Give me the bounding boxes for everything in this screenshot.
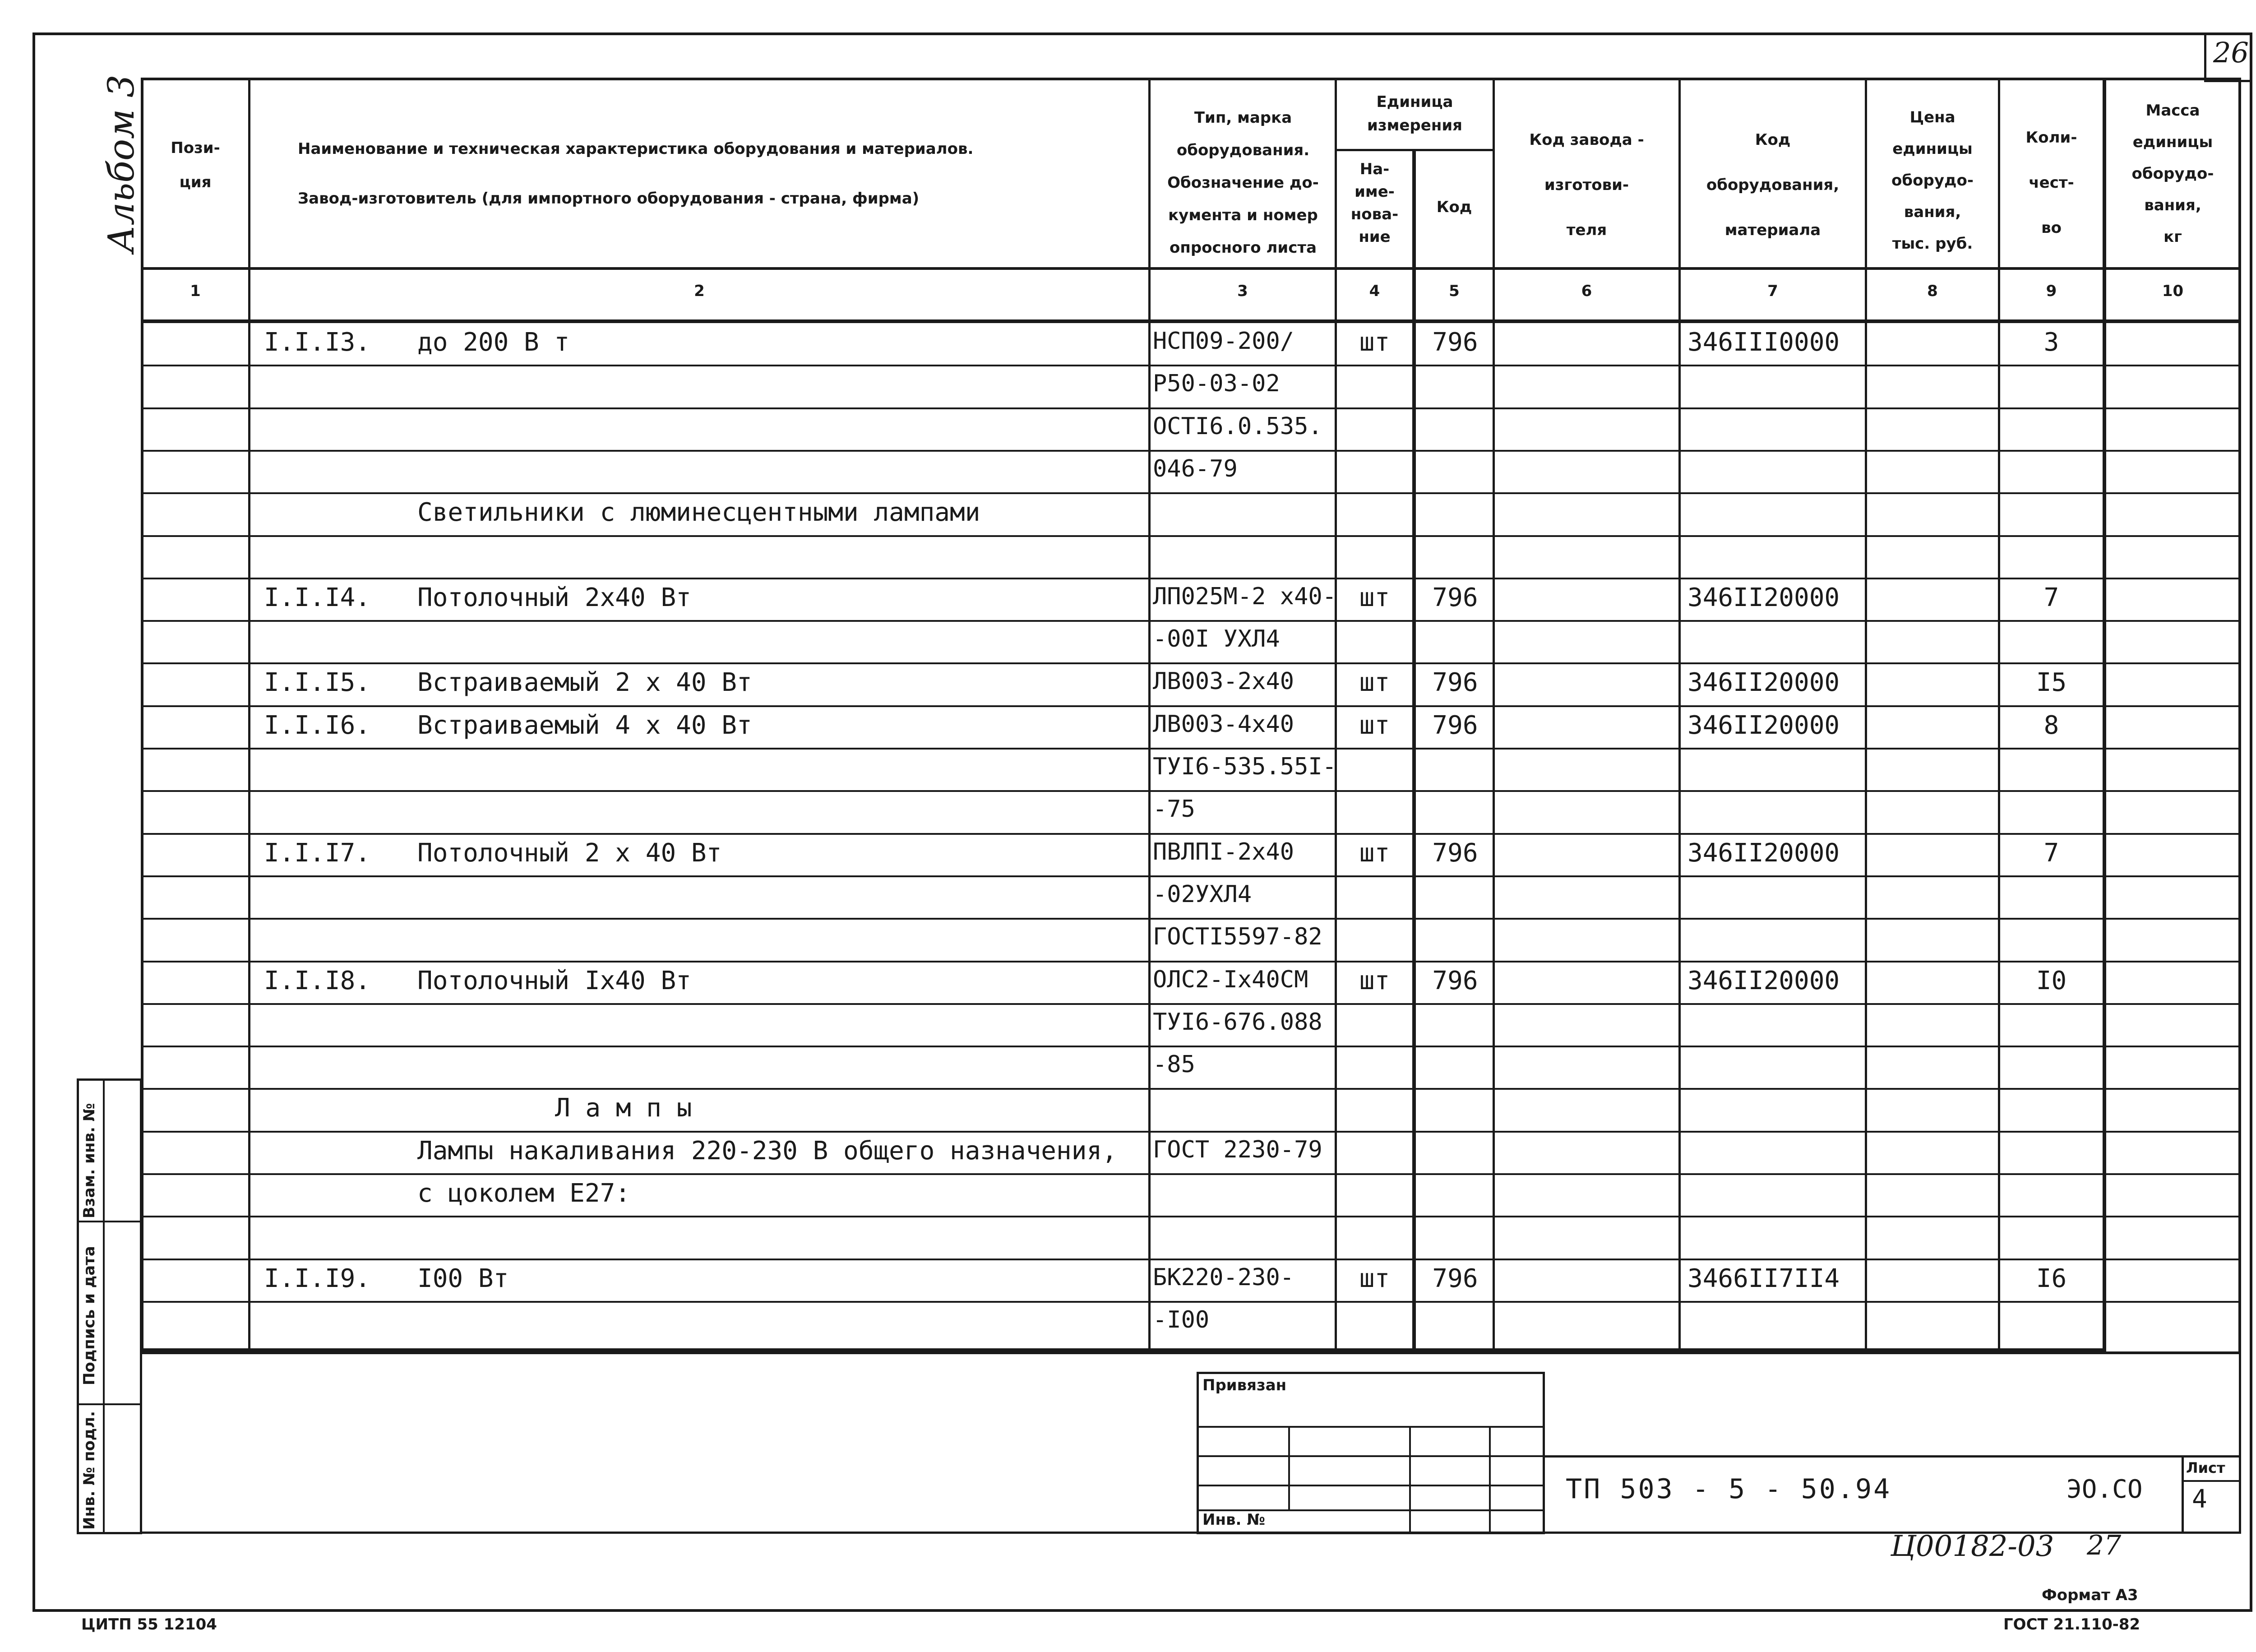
left-stamp-divider <box>103 1078 105 1534</box>
hdr-col5: Код <box>1436 198 1472 216</box>
cell-code: 796 <box>1432 966 1478 995</box>
section-code: ЭО.СО <box>2066 1475 2143 1504</box>
row-line <box>141 1003 2241 1005</box>
bound-line <box>1197 1426 1545 1428</box>
cell-name: Встраиваемый 2 х 40 Вт <box>417 668 752 698</box>
row-line <box>141 1173 2241 1175</box>
cell-type: -02УХЛ4 <box>1153 880 1252 908</box>
cell-unit: шт <box>1359 328 1390 357</box>
sheet-value: 4 <box>2192 1485 2207 1514</box>
row-line <box>141 1301 2241 1303</box>
unit-split-line <box>1335 149 1493 151</box>
cell-code: 796 <box>1432 710 1478 740</box>
row-line <box>141 833 2241 835</box>
cell-unit: шт <box>1359 583 1390 612</box>
hdr-col10: Масса единицы оборудо- вания, кг <box>2131 102 2214 246</box>
row-line <box>141 662 2241 664</box>
cell-name: Встраиваемый 4 х 40 Вт <box>417 710 752 740</box>
cell-code: 796 <box>1432 583 1478 612</box>
cell-unit: шт <box>1359 838 1390 868</box>
cell-mat-code: 346II20000 <box>1687 966 1840 995</box>
cell-qty: I0 <box>2036 966 2067 995</box>
cell-code: 796 <box>1432 838 1478 868</box>
cell-type: Р50-03-02 <box>1153 370 1280 398</box>
colnum-9: 9 <box>2046 282 2057 300</box>
cell-unit: шт <box>1359 1263 1390 1293</box>
album-label: Альбом 3 <box>100 74 142 253</box>
row-line <box>141 1131 2241 1133</box>
colnum-bottom-line <box>141 319 2241 323</box>
cell-unit: шт <box>1359 710 1390 740</box>
cell-unit: шт <box>1359 966 1390 995</box>
colnum-3: 3 <box>1237 282 1248 300</box>
hdr-col6: Код завода - изготови- теля <box>1529 131 1644 239</box>
title-top-line <box>1545 1455 2240 1458</box>
cell-code: 796 <box>1432 668 1478 698</box>
bound-col <box>1409 1426 1411 1534</box>
row-line <box>141 450 2241 452</box>
cell-name: Л а м п ы <box>555 1093 692 1123</box>
cell-mat-code: 346II20000 <box>1687 668 1840 698</box>
hdr-col9: Коли- чест- во <box>2025 129 2077 237</box>
colnum-6: 6 <box>1581 282 1592 300</box>
bound-label: Привязан <box>1202 1376 1287 1394</box>
cell-pos: I.I.I5. <box>264 668 371 698</box>
bound-line <box>1197 1455 1545 1457</box>
inv-label: Инв. № <box>1202 1511 1266 1529</box>
cell-name: до 200 В т <box>417 328 570 357</box>
table-right-edge <box>2239 1351 2241 1532</box>
cell-type: ГОСТ 2230-79 <box>1153 1136 1322 1163</box>
row-line <box>141 578 2241 579</box>
cell-unit: шт <box>1359 668 1390 698</box>
cell-mat-code: 346II20000 <box>1687 583 1840 612</box>
cell-type: 046-79 <box>1153 455 1238 482</box>
hdr-col2: Наименование и техническая характеристика оборудования и материалов. Завод-изготовитель (для импортного оборудования - страна, фирма) <box>298 140 974 208</box>
hdr-col8: Цена единицы оборудо- вания, тыс. руб. <box>1891 108 1974 253</box>
cell-name: Светильники с люминесцентными лампами <box>417 498 980 528</box>
cell-name: Потолочный Iх40 Вт <box>417 966 691 995</box>
cell-type: ЛП025М-2 х40- <box>1153 583 1336 610</box>
cell-pos: I.I.I8. <box>264 966 371 995</box>
colnum-5: 5 <box>1449 282 1460 300</box>
bound-col <box>1288 1426 1290 1509</box>
cell-name: Потолочный 2 х 40 Вт <box>417 838 722 868</box>
cell-qty: 7 <box>2043 838 2059 868</box>
cell-qty: I5 <box>2036 668 2067 698</box>
cell-pos: I.I.I9. <box>264 1263 371 1293</box>
cell-type: -75 <box>1153 796 1195 823</box>
cell-type: ГОСТI5597-82 <box>1153 923 1322 951</box>
row-line <box>141 961 2241 963</box>
sign-date-label: Подпись и дата <box>80 1246 98 1385</box>
cell-type: ЛВ003-4х40 <box>1153 710 1294 738</box>
doc-code: ТП 503 - 5 - 50.94 <box>1566 1473 1892 1505</box>
cell-type: ОЛС2-Iх40СМ <box>1153 966 1308 993</box>
format-label: Формат А3 <box>2042 1586 2138 1604</box>
row-line <box>141 535 2241 537</box>
cell-pos: I.I.I3. <box>264 328 371 357</box>
cell-type: -I00 <box>1153 1306 1210 1333</box>
archive-code: Ц00182-03 <box>1891 1530 2054 1563</box>
header-bottom-line <box>141 267 2241 270</box>
cell-type: ПВЛПI-2х40 <box>1153 838 1294 865</box>
sheet-col-line <box>2182 1455 2184 1532</box>
row-line <box>141 790 2241 792</box>
cell-name: Лампы накаливания 220-230 В общего назначения, <box>417 1136 1117 1166</box>
cell-qty: 8 <box>2043 710 2059 740</box>
left-stamp-line <box>77 1221 142 1222</box>
hdr-col1: Пози- ция <box>171 139 220 191</box>
sheet-label-line <box>2182 1480 2240 1482</box>
hdr-col4: На- име- нова- ние <box>1350 160 1399 246</box>
hdr-col7: Код оборудования, материала <box>1706 131 1840 239</box>
row-line <box>141 1259 2241 1260</box>
colnum-2: 2 <box>694 282 705 300</box>
row-line <box>141 1046 2241 1047</box>
cell-type: -85 <box>1153 1051 1195 1078</box>
cell-name: Потолочный 2х40 Вт <box>417 583 691 612</box>
row-line <box>141 748 2241 750</box>
colnum-1: 1 <box>190 282 201 300</box>
corner-sheet-number: 26 <box>2213 36 2249 69</box>
cell-mat-code: 346II20000 <box>1687 838 1840 868</box>
row-line <box>141 1216 2241 1217</box>
cell-qty: 3 <box>2043 328 2059 357</box>
cell-name: I00 Вт <box>417 1263 509 1293</box>
cell-type: ТУI6-535.55I- <box>1153 753 1336 780</box>
cell-type: -00I УХЛ4 <box>1153 625 1280 653</box>
rows-bottom-line <box>141 1348 2106 1351</box>
cell-qty: 7 <box>2043 583 2059 612</box>
cell-qty: I6 <box>2036 1263 2067 1293</box>
row-line <box>141 918 2241 920</box>
cell-name: с цоколем Е27: <box>417 1179 631 1208</box>
row-line <box>141 875 2241 877</box>
cell-type: ЛВ003-2х40 <box>1153 668 1294 695</box>
footer-left: ЦИТП 55 12104 <box>81 1615 217 1633</box>
cell-type: НСП09-200/ <box>1153 328 1294 355</box>
bound-col <box>1489 1426 1491 1534</box>
row-line <box>141 705 2241 707</box>
colnum-4: 4 <box>1369 282 1380 300</box>
inv-orig-label: Инв. № подл. <box>80 1411 98 1530</box>
row-line <box>141 365 2241 366</box>
row-line <box>141 1088 2241 1090</box>
cell-mat-code: 346III0000 <box>1687 328 1840 357</box>
replace-inv-label: Взам. инв. № <box>80 1103 98 1218</box>
colnum-10: 10 <box>2162 282 2184 300</box>
sheet-label: Лист <box>2186 1459 2225 1476</box>
cell-code: 796 <box>1432 1263 1478 1293</box>
colnum-8: 8 <box>1927 282 1938 300</box>
cell-type: БК220-230- <box>1153 1263 1294 1291</box>
cell-mat-code: 346II20000 <box>1687 710 1840 740</box>
cell-pos: I.I.I6. <box>264 710 371 740</box>
archive-num: 27 <box>2087 1530 2122 1561</box>
left-stamp-line <box>77 1403 142 1405</box>
cell-type: ТУI6-676.088 <box>1153 1008 1322 1036</box>
row-line <box>141 620 2241 622</box>
cell-mat-code: 3466II7II4 <box>1687 1263 1840 1293</box>
bound-line <box>1197 1485 1545 1486</box>
hdr-unit: Единица измерения <box>1367 93 1462 134</box>
colnum-7: 7 <box>1767 282 1778 300</box>
cell-pos: I.I.I4. <box>264 583 371 612</box>
row-line <box>141 407 2241 409</box>
row-line <box>141 492 2241 494</box>
cell-type: ОСТI6.0.535. <box>1153 412 1322 440</box>
hdr-col3: Тип, марка оборудования. Обозначение до- кумента и номер опросного листа <box>1167 109 1319 257</box>
cell-pos: I.I.I7. <box>264 838 371 868</box>
footer-right: ГОСТ 21.110-82 <box>2003 1615 2140 1633</box>
cell-code: 796 <box>1432 328 1478 357</box>
